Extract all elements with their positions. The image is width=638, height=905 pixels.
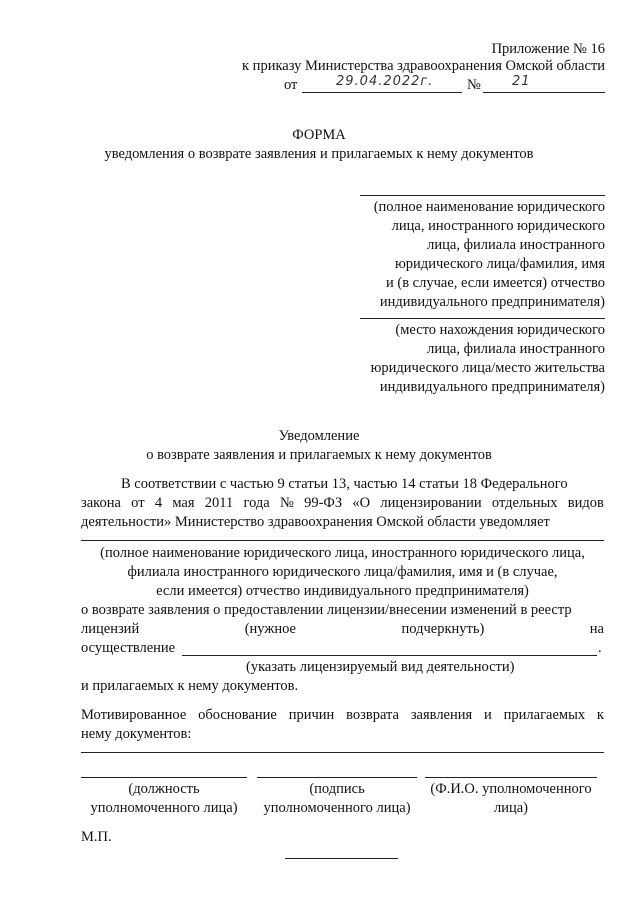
form-title: ФОРМА xyxy=(292,127,346,143)
word: 4 xyxy=(154,495,163,511)
entity-name-line xyxy=(81,540,604,541)
word: Мотивированное xyxy=(81,707,187,723)
activity-label: осуществление xyxy=(81,640,176,656)
fio-hint: (Ф.И.О. уполномоченного xyxy=(430,781,592,797)
word: причин xyxy=(288,707,335,723)
addressee-location-line xyxy=(360,318,605,319)
word: на xyxy=(589,621,604,637)
activity-hint: (указать лицензируемый вид деятельности) xyxy=(246,659,515,675)
addressee-hint-line: (полное наименование юридического xyxy=(373,199,605,215)
word: подчеркнуть) xyxy=(401,621,485,637)
word: к xyxy=(596,707,604,723)
word: прилагаемых xyxy=(503,707,586,723)
closing-rule xyxy=(285,858,398,859)
entity-hint-line: если имеется) отчество индивидуального предпринимателя) xyxy=(156,583,529,599)
word: 99-ФЗ xyxy=(304,495,343,511)
number-handwritten: 21 xyxy=(512,74,531,89)
licenses-line xyxy=(81,621,604,638)
signature-hint: уполномоченного лица) xyxy=(263,800,411,816)
notice-body-line xyxy=(81,495,604,512)
reasons-fill-line xyxy=(81,752,604,753)
word: закона xyxy=(81,495,121,511)
date-underline xyxy=(302,92,462,93)
addressee-hint-line: и (в случае, если имеется) отчество xyxy=(385,275,605,291)
word: лицензий xyxy=(81,621,140,637)
word: возврата xyxy=(346,707,399,723)
addressee-hint-line: лица, иностранного юридического xyxy=(391,218,605,234)
fio-hint: лица) xyxy=(493,800,529,816)
attached-documents: и прилагаемых к нему документов. xyxy=(81,678,299,694)
word: мая xyxy=(172,495,195,511)
date-handwritten: 29.04.2022г. xyxy=(336,74,434,89)
form-subtitle: уведомления о возврате заявления и прилагаемых к нему документов xyxy=(104,146,534,162)
addressee-name-line xyxy=(360,195,605,196)
word: от xyxy=(131,495,145,511)
position-line xyxy=(81,777,247,778)
word: 2011 xyxy=(204,495,234,511)
location-hint-line: индивидуального предпринимателя) xyxy=(379,379,605,395)
entity-hint-line: филиала иностранного юридического лица/фамилия, имя и (в случае, xyxy=(127,564,558,580)
location-hint-line: лица, филиала иностранного xyxy=(427,341,605,357)
location-hint-line: юридического лица/место жительства xyxy=(370,360,605,376)
notice-body-line: В соответствии с частью 9 статьи 13, частью 14 статьи 18 Федерального xyxy=(121,476,568,492)
activity-line xyxy=(182,655,597,656)
appendix-number: Приложение № 16 xyxy=(491,41,605,57)
addressee-hint-line: лица, филиала иностранного xyxy=(427,237,605,253)
word: заявления xyxy=(410,707,473,723)
notice-subtitle: о возврате заявления и прилагаемых к нему документов xyxy=(146,447,492,463)
date-label: от xyxy=(284,77,298,93)
word: «О xyxy=(352,495,371,511)
number-underline xyxy=(483,92,605,93)
word: обоснование xyxy=(198,707,277,723)
word: и xyxy=(484,707,492,723)
reasons-line: нему документов: xyxy=(81,726,192,742)
notice-body-line: деятельности» Министерство здравоохранения Омской области уведомляет xyxy=(81,514,550,530)
reasons-line xyxy=(81,707,604,724)
word: (нужное xyxy=(244,621,296,637)
addressee-hint-line: индивидуального предпринимателя) xyxy=(379,294,605,310)
activity-end: . xyxy=(598,640,602,656)
signature-hint: (подпись xyxy=(309,781,365,797)
order-reference: к приказу Министерства здравоохранения Омской области xyxy=(242,58,605,74)
number-label: № xyxy=(467,77,481,93)
location-hint-line: (место нахождения юридического xyxy=(395,322,605,338)
return-line: о возврате заявления о предоставлении лицензии/внесении изменений в реестр xyxy=(81,602,572,618)
fio-line xyxy=(425,777,597,778)
word: года xyxy=(243,495,270,511)
addressee-hint-line: юридического лица/фамилия, имя xyxy=(394,256,605,272)
entity-hint-line: (полное наименование юридического лица, иностранного юридического лица, xyxy=(100,545,585,561)
notice-title: Уведомление xyxy=(278,428,360,444)
word: № xyxy=(279,495,294,511)
word: лицензировании xyxy=(380,495,482,511)
position-hint: (должность xyxy=(128,781,200,797)
word: видов xyxy=(567,495,604,511)
position-hint: уполномоченного лица) xyxy=(90,800,238,816)
word: отдельных xyxy=(491,495,558,511)
signature-line xyxy=(257,777,417,778)
stamp-label: М.П. xyxy=(81,829,112,845)
